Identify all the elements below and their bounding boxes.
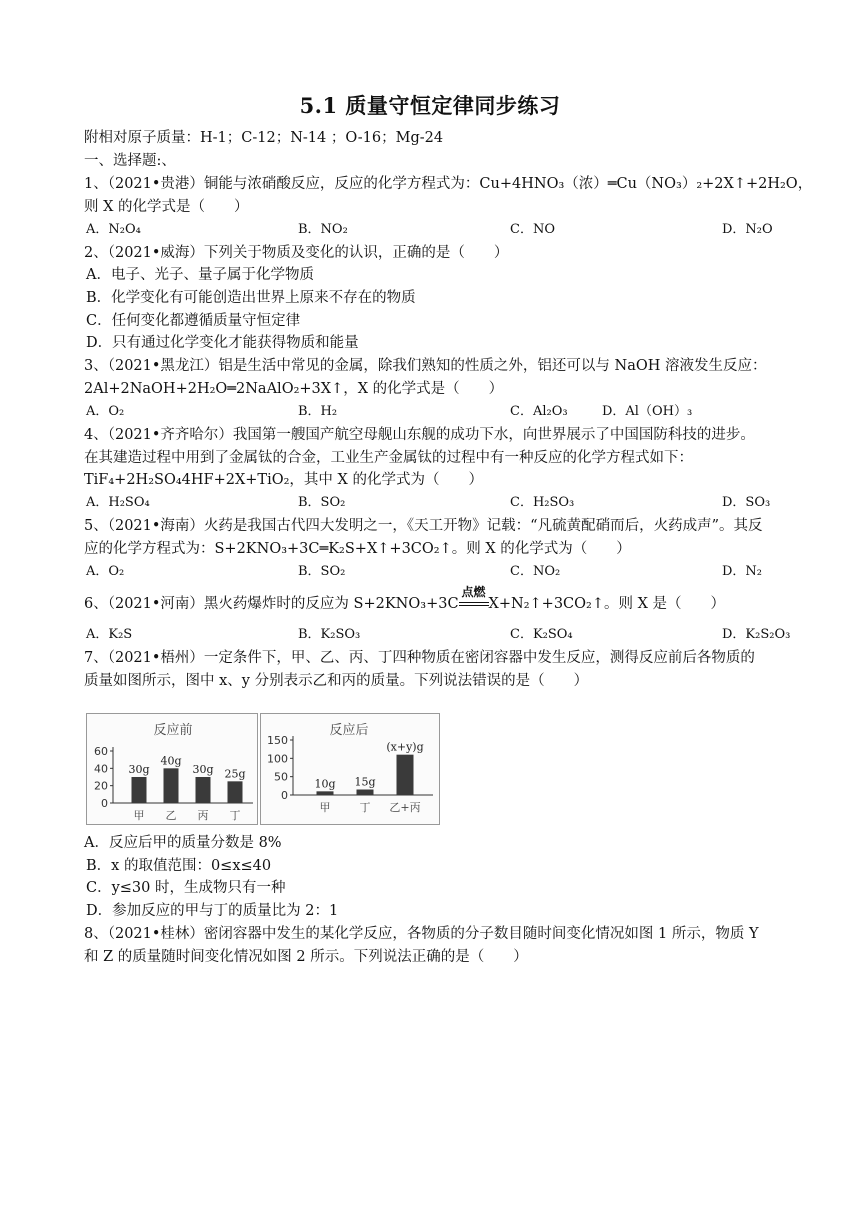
y-tick-label: 40 bbox=[94, 762, 108, 776]
bar bbox=[164, 768, 179, 803]
y-tick-label: 60 bbox=[94, 745, 108, 758]
question-2-text: 2、（2021•威海）下列关于物质及变化的认识，正确的是（ ） bbox=[84, 245, 509, 261]
question-4-option-c: C．H₂SO₃ bbox=[510, 495, 575, 510]
chart-before-reaction bbox=[86, 713, 258, 825]
question-7-option-b: B．x 的取值范围：0≤x≤40 bbox=[86, 858, 272, 874]
question-2-option-b: B．化学变化有可能创造出世界上原来不存在的物质 bbox=[86, 290, 416, 306]
question-3-option-a: A．O₂ bbox=[86, 404, 125, 419]
y-tick-label: 150 bbox=[267, 734, 288, 747]
x-tick-label: 丁 bbox=[359, 801, 371, 814]
bar-data-label: (x+y)g bbox=[386, 740, 424, 754]
question-2-option-c: C．任何变化都遵循质量守恒定律 bbox=[86, 313, 301, 329]
atomic-mass-note: 附相对原子质量：H-1；C-12；N-14 ；O-16；Mg-24 bbox=[84, 130, 444, 146]
question-6-text-before: 6、（2021•河南）黑火药爆炸时的反应为 S+2KNO₃+3C bbox=[84, 596, 459, 612]
chart-title: 反应前 bbox=[153, 723, 193, 738]
question-3-option-d: D．Al（OH）₃ bbox=[602, 404, 693, 419]
page-title: 5.1 质量守恒定律同步练习 bbox=[299, 93, 561, 118]
x-tick-label: 甲 bbox=[319, 801, 331, 814]
question-5-text: 5、（2021•海南）火药是我国古代四大发明之一，《天工开物》记载：“凡硫黄配硝而后，火药成声”。其反 bbox=[84, 518, 763, 534]
y-tick-label: 20 bbox=[94, 779, 108, 793]
question-2-option-a: A．电子、光子、量子属于化学物质 bbox=[86, 267, 314, 283]
question-2-option-d: D．只有通过化学变化才能获得物质和能量 bbox=[86, 335, 359, 351]
question-6-option-b: B．K₂SO₃ bbox=[298, 627, 361, 642]
question-4-option-d: D．SO₃ bbox=[722, 495, 771, 510]
bar-data-label: 25g bbox=[224, 767, 246, 781]
question-6-option-a: A．K₂S bbox=[86, 627, 133, 642]
question-3-option-b: B．H₂ bbox=[298, 404, 338, 419]
bar-data-label: 15g bbox=[354, 775, 376, 789]
question-7-option-c: C．y≤30 时，生成物只有一种 bbox=[86, 880, 286, 896]
question-5-option-a: A．O₂ bbox=[86, 564, 125, 579]
question-1-text: 1、（2021•贵港）铜能与浓硝酸反应，反应的化学方程式为：Cu+4HNO₃（浓）═Cu（NO₃）₂+2X↑+2H₂O， bbox=[84, 176, 813, 192]
x-tick-label: 丙 bbox=[197, 809, 209, 822]
question-6-text bbox=[84, 585, 726, 614]
question-1-option-a: A．N₂O₄ bbox=[86, 222, 141, 237]
bar bbox=[317, 791, 334, 795]
question-7-text: 7、（2021•梧州）一定条件下，甲、乙、丙、丁四种物质在密闭容器中发生反应，测得反应前后各物质的 bbox=[84, 650, 755, 666]
bar bbox=[132, 777, 147, 803]
question-4-text: 4、（2021•齐齐哈尔）我国第一艘国产航空母舰山东舰的成功下水，向世界展示了中国国防科技的进步。 bbox=[84, 427, 755, 443]
question-7-text-2: 质量如图所示，图中 x、y 分别表示乙和丙的质量。下列说法错误的是（ ） bbox=[84, 673, 589, 689]
question-5-option-c: C．NO₂ bbox=[510, 564, 561, 579]
question-8-text: 8、（2021•桂林）密闭容器中发生的某化学反应，各物质的分子数目随时间变化情况如图 1 所示，物质 Y bbox=[84, 926, 759, 942]
x-tick-label: 甲 bbox=[133, 809, 145, 822]
bar-data-label: 10g bbox=[314, 777, 336, 791]
reaction-condition bbox=[459, 585, 489, 614]
question-5-option-b: B．SO₂ bbox=[298, 564, 346, 579]
question-7-option-d: D．参加反应的甲与丁的质量比为 2：1 bbox=[86, 903, 339, 919]
chart-title: 反应后 bbox=[329, 723, 369, 738]
bar-data-label: 30g bbox=[192, 763, 214, 776]
question-4-text-2: 在其建造过程中用到了金属钛的合金，工业生产金属钛的过程中有一种反应的化学方程式如下： bbox=[84, 450, 693, 466]
question-6-option-d: D．K₂S₂O₃ bbox=[722, 627, 791, 642]
question-4-option-a: A．H₂SO₄ bbox=[86, 495, 150, 510]
bar-data-label: 40g bbox=[160, 754, 182, 768]
y-tick-label: 0 bbox=[281, 789, 288, 802]
question-1-option-b: B．NO₂ bbox=[298, 222, 348, 237]
question-8-text-2: 和 Z 的质量随时间变化情况如图 2 所示。下列说法正确的是（ ） bbox=[84, 949, 528, 965]
question-7-option-a: A．反应后甲的质量分数是 8% bbox=[84, 835, 282, 851]
reaction-condition-label: 点燃 bbox=[461, 585, 486, 599]
bar bbox=[397, 755, 414, 795]
y-tick-label: 0 bbox=[101, 797, 108, 810]
reaction-equals-sign bbox=[459, 602, 489, 606]
chart-after-svg bbox=[261, 714, 439, 824]
section-heading: 一、选择题:、 bbox=[84, 153, 176, 169]
chart-after-reaction bbox=[260, 713, 440, 825]
bar bbox=[357, 790, 374, 796]
chart-before-svg bbox=[87, 714, 257, 824]
question-6-text-after: X+N₂↑+3CO₂↑。则 X 是（ ） bbox=[488, 596, 726, 612]
question-1-text-2: 则 X 的化学式是（ ） bbox=[84, 199, 249, 215]
question-3-option-c: C．Al₂O₃ bbox=[510, 404, 568, 419]
x-tick-label: 乙 bbox=[165, 809, 177, 822]
x-tick-label: 丁 bbox=[229, 809, 241, 822]
y-tick-label: 50 bbox=[274, 770, 288, 784]
question-1-option-c: C．NO bbox=[510, 222, 555, 237]
question-3-text-2: 2Al+2NaOH+2H₂O═2NaAlO₂+3X↑，X 的化学式是（ ） bbox=[84, 381, 504, 397]
question-4-text-3: TiF₄+2H₂SO₄4HF+2X+TiO₂，其中 X 的化学式为（ ） bbox=[84, 472, 483, 488]
question-3-text: 3、（2021•黑龙江）铝是生活中常见的金属，除我们熟知的性质之外，铝还可以与 NaOH 溶液发生反应： bbox=[84, 358, 767, 374]
bar bbox=[228, 781, 243, 803]
question-6-option-c: C．K₂SO₄ bbox=[510, 627, 573, 642]
bar bbox=[196, 777, 211, 803]
question-5-option-d: D．N₂ bbox=[722, 564, 763, 579]
bar-data-label: 30g bbox=[128, 763, 150, 776]
y-tick-label: 100 bbox=[267, 752, 288, 766]
question-4-option-b: B．SO₂ bbox=[298, 495, 346, 510]
question-1-option-d: D．N₂O bbox=[722, 222, 773, 237]
question-5-text-2: 应的化学方程式为：S+2KNO₃+3C═K₂S+X↑+3CO₂↑。则 X 的化学式为（ ） bbox=[84, 541, 631, 557]
x-tick-label: 乙+丙 bbox=[389, 801, 421, 814]
